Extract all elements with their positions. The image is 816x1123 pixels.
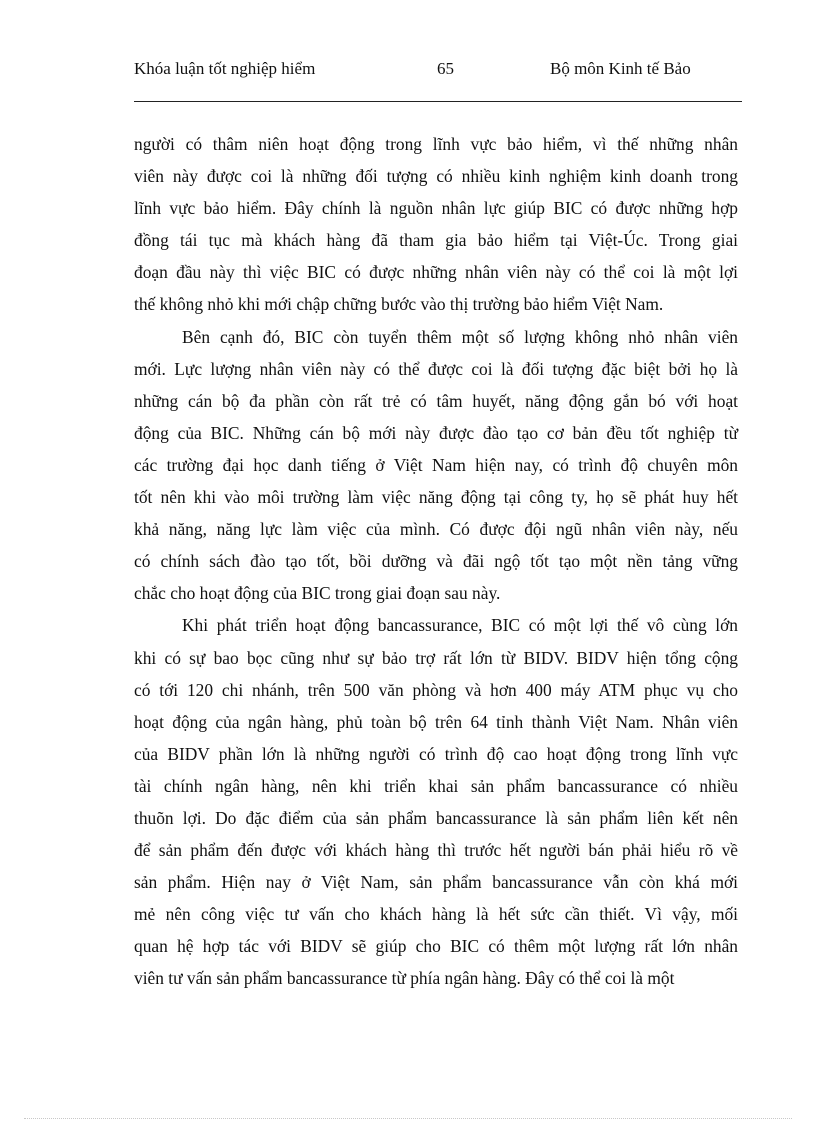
text-line: thế không nhỏ khi mới chập chững bước vào thị trường bảo hiểm Việt Nam. [134,294,664,315]
text-line: tốt nên khi vào môi trường làm việc năng động tại công ty, họ sẽ phát huy hết [134,487,738,508]
header-divider [134,101,742,102]
text-line: viên này được coi là những đối tượng có nhiều kinh nghiệm kinh doanh trong [134,166,738,187]
text-line: chắc cho hoạt động của BIC trong giai đoạn sau này. [134,583,501,604]
text-line: tài chính ngân hàng, nên khi triển khai sản phẩm bancassurance có nhiều [134,775,738,796]
text-line: mẻ nên công việc tư vấn cho khách hàng là hết sức cần thiết. Vì vậy, mối [134,904,738,925]
text-line: viên tư vấn sản phẩm bancassurance từ phía ngân hàng. Đây có thể coi là một [134,968,675,989]
text-line: sản phẩm. Hiện nay ở Việt Nam, sản phẩm bancassurance vẫn còn khá mới [134,872,738,893]
text-line: đồng tái tục mà khách hàng đã tham gia bảo hiểm tại Việt-Úc. Trong giai [134,230,738,251]
text-line: lĩnh vực bảo hiểm. Đây chính là nguồn nhân lực giúp BIC có được những hợp [134,198,738,219]
text-line: khi có sự bao bọc cũng như sự bảo trợ rất lớn từ BIDV. BIDV hiện tổng cộng [134,647,738,668]
text-line: các trường đại học danh tiếng ở Việt Nam hiện nay, có trình độ chuyên môn [134,454,738,475]
text-line: thuõn lợi. Do đặc điểm của sản phẩm bancassurance là sản phẩm liên kết nên [134,807,738,828]
header-department: Bộ môn Kinh tế Bảo [550,59,691,78]
page-header [134,58,742,102]
text-line: người có thâm niên hoạt động trong lĩnh vực bảo hiểm, vì thế những nhân [134,134,738,154]
header-thesis-title: Khóa luận tốt nghiệp hiểm [134,59,316,78]
text-line: đoạn đầu này thì việc BIC có được những nhân viên này có thể coi là một lợi [134,262,738,283]
text-line: để sản phẩm đến được với khách hàng thì trước hết người bán phải hiểu rõ về [134,840,738,861]
text-line: quan hệ hợp tác với BIDV sẽ giúp cho BIC có thêm một lượng rất lớn nhân [134,936,738,957]
text-line: Khi phát triển hoạt động bancassurance, BIC có một lợi thế vô cùng lớn [182,615,738,636]
page-bottom-edge [24,1118,792,1119]
page-number: 65 [437,59,454,78]
text-line: có tới 120 chi nhánh, trên 500 văn phòng và hơn 400 máy ATM phục vụ cho [134,679,738,700]
text-line: khả năng, năng lực làm việc của mình. Có được đội ngũ nhân viên này, nếu [134,519,738,540]
body-text [134,131,738,998]
text-line: có chính sách đào tạo tốt, bồi dưỡng và đãi ngộ tốt tạo một nền tảng vững [134,551,738,572]
text-line: hoạt động của ngân hàng, phủ toàn bộ trên 64 tỉnh thành Việt Nam. Nhân viên [134,711,738,732]
text-line: mới. Lực lượng nhân viên này có thể được coi là đối tượng đặc biệt bởi họ là [134,358,738,379]
text-line: những cán bộ đa phần còn rất trẻ có tâm huyết, năng động gắn bó với hoạt [134,390,738,411]
text-line: Bên cạnh đó, BIC còn tuyển thêm một số lượng không nhỏ nhân viên [182,326,738,347]
text-line: của BIDV phần lớn là những người có trình độ cao hoạt động trong lĩnh vực [134,743,738,764]
text-line: động của BIC. Những cán bộ mới này được đào tạo cơ bản đều tốt nghiệp từ [134,422,738,443]
